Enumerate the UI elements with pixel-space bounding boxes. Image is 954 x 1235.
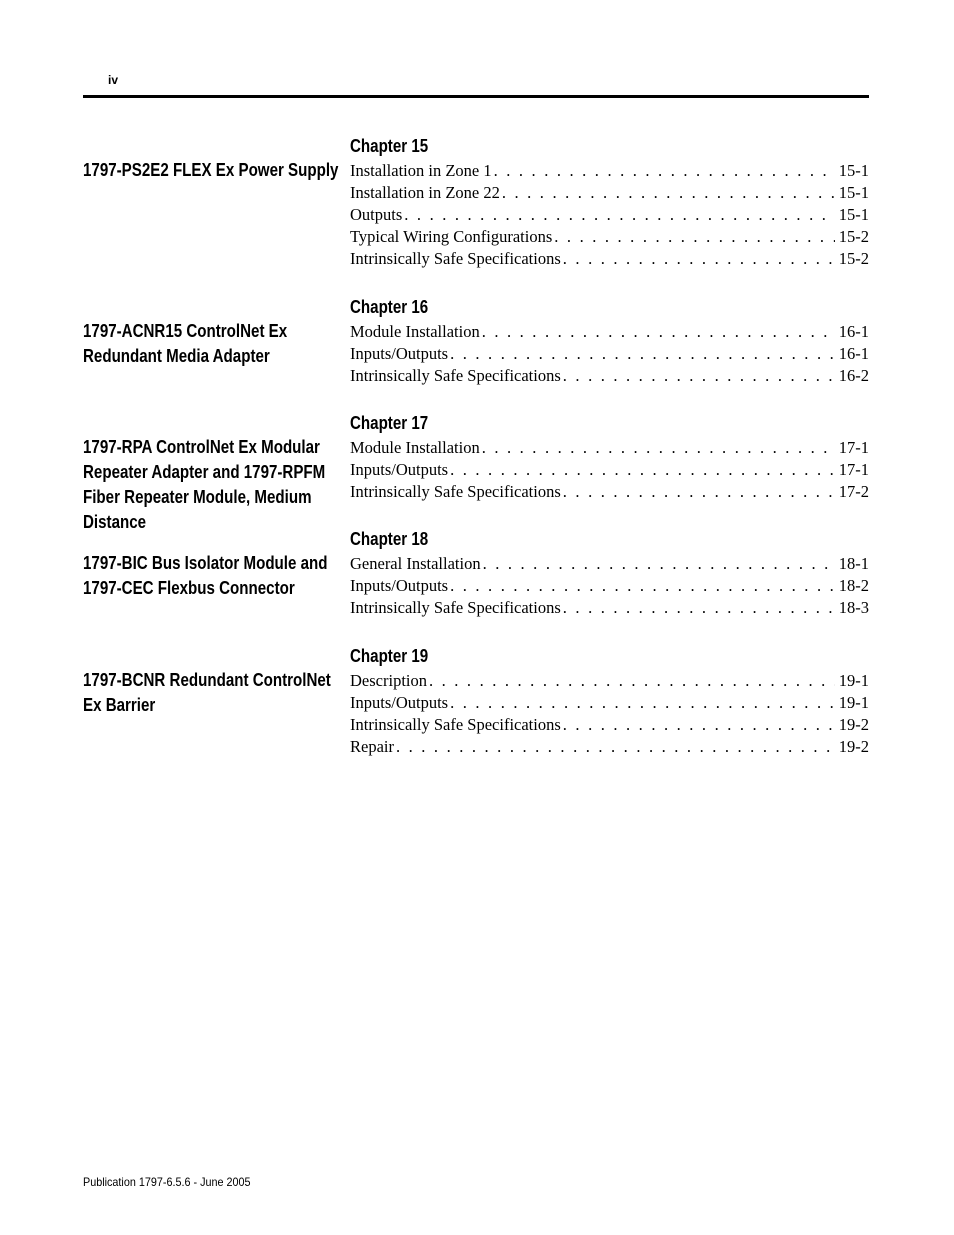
dot-leader — [404, 204, 834, 226]
section-title — [83, 435, 326, 535]
toc-entry-label: Inputs/Outputs — [350, 693, 449, 712]
section-title-line: 1797-BCNR Redundant ControlNet — [83, 670, 331, 690]
dot-leader — [450, 343, 835, 365]
dot-leader — [396, 736, 835, 758]
toc-entry-page: 16-1 — [838, 322, 869, 341]
toc-entry[interactable] — [350, 575, 869, 597]
toc-entry[interactable] — [350, 553, 869, 575]
toc-entry-label: Module Installation — [350, 322, 480, 341]
toc-entry-label: Intrinsically Safe Specifications — [350, 482, 561, 501]
toc-entry-page: 18-2 — [838, 576, 869, 595]
section-title-line: 1797-RPA ControlNet Ex Modular — [83, 437, 320, 457]
section-title-line: 1797-BIC Bus Isolator Module and — [83, 553, 328, 573]
toc-entry-page: 17-1 — [838, 438, 869, 457]
toc-entry[interactable] — [350, 365, 869, 387]
dot-leader — [563, 714, 835, 736]
dot-leader — [563, 481, 835, 503]
dot-leader — [450, 692, 835, 714]
toc-entry-label: General Installation — [350, 554, 481, 573]
toc-entry-label: Intrinsically Safe Specifications — [350, 715, 561, 734]
dot-leader — [450, 459, 835, 481]
section-title-line: 1797-PS2E2 FLEX Ex Power Supply — [83, 160, 339, 180]
toc-entry-label: Intrinsically Safe Specifications — [350, 366, 561, 385]
section-title — [83, 668, 331, 718]
toc-entry-label: Inputs/Outputs — [350, 344, 449, 363]
toc-entry[interactable] — [350, 343, 869, 365]
header-rule — [83, 95, 869, 98]
section-title-line: Fiber Repeater Module, Medium — [83, 487, 312, 507]
toc-entry-label: Inputs/Outputs — [350, 576, 449, 595]
section-title-line: Ex Barrier — [83, 695, 156, 715]
toc-entry-label: Inputs/Outputs — [350, 460, 449, 479]
toc-entry[interactable] — [350, 226, 869, 248]
toc-entry[interactable] — [350, 714, 869, 736]
dot-leader — [563, 248, 835, 270]
chapter-heading: Chapter 15 — [350, 136, 429, 156]
toc-entry-page: 15-1 — [838, 205, 869, 224]
toc-entry-list — [350, 670, 869, 758]
toc-entry-page: 18-1 — [838, 554, 869, 573]
toc-entry-label: Repair — [350, 737, 394, 756]
toc-entry[interactable] — [350, 182, 869, 204]
toc-entry-label: Description — [350, 671, 427, 690]
dot-leader — [563, 597, 835, 619]
page-number: iv — [108, 73, 119, 87]
section-title — [83, 551, 328, 601]
toc-entry[interactable] — [350, 736, 869, 758]
toc-entry[interactable] — [350, 321, 869, 343]
toc-entry[interactable] — [350, 248, 869, 270]
toc-entry-page: 15-2 — [838, 249, 869, 268]
dot-leader — [482, 437, 835, 459]
chapter-heading: Chapter 18 — [350, 529, 429, 549]
section-title-line: Distance — [83, 512, 147, 532]
toc-entry-page: 15-2 — [838, 227, 869, 246]
toc-entry-page: 17-1 — [838, 460, 869, 479]
toc-entry[interactable] — [350, 437, 869, 459]
toc-entry-page: 16-2 — [838, 366, 869, 385]
section-title-line: Repeater Adapter and 1797-RPFM — [83, 462, 326, 482]
chapter-heading: Chapter 16 — [350, 297, 429, 317]
dot-leader — [494, 160, 835, 182]
publication-footer: Publication 1797-6.5.6 - June 2005 — [83, 1175, 251, 1189]
dot-leader — [450, 575, 835, 597]
dot-leader — [483, 553, 835, 575]
toc-entry-label: Outputs — [350, 205, 403, 224]
section-title-line: 1797-CEC Flexbus Connector — [83, 578, 295, 598]
toc-entry-label: Intrinsically Safe Specifications — [350, 249, 561, 268]
chapter-heading: Chapter 17 — [350, 413, 429, 433]
toc-entry-label: Module Installation — [350, 438, 480, 457]
toc-entry-page: 16-1 — [838, 344, 869, 363]
dot-leader — [563, 365, 835, 387]
toc-entry-label: Intrinsically Safe Specifications — [350, 598, 561, 617]
chapter-heading: Chapter 19 — [350, 646, 429, 666]
dot-leader — [554, 226, 834, 248]
toc-entry[interactable] — [350, 481, 869, 503]
section-title-line: 1797-ACNR15 ControlNet Ex — [83, 321, 288, 341]
section-title-line: Redundant Media Adapter — [83, 346, 270, 366]
toc-entry-page: 17-2 — [838, 482, 869, 501]
toc-entry[interactable] — [350, 597, 869, 619]
section-title — [83, 158, 339, 183]
toc-entry-label: Installation in Zone 1 — [350, 161, 492, 180]
toc-entry[interactable] — [350, 160, 869, 182]
toc-entry-page: 15-1 — [838, 183, 869, 202]
toc-entry-page: 19-2 — [838, 715, 869, 734]
section-title — [83, 319, 303, 369]
dot-leader — [502, 182, 835, 204]
toc-entry-page: 15-1 — [838, 161, 869, 180]
toc-entry[interactable] — [350, 670, 869, 692]
toc-entry-label: Installation in Zone 22 — [350, 183, 500, 202]
toc-entry-page: 19-2 — [838, 737, 869, 756]
toc-entry-label: Typical Wiring Configurations — [350, 227, 553, 246]
toc-entry-list — [350, 437, 869, 503]
toc-entry-page: 19-1 — [838, 671, 869, 690]
toc-entry-page: 18-3 — [838, 598, 869, 617]
toc-entry-list — [350, 160, 869, 270]
toc-entry-list — [350, 321, 869, 387]
toc-entry-list — [350, 553, 869, 619]
toc-entry[interactable] — [350, 692, 869, 714]
toc-entry[interactable] — [350, 204, 869, 226]
toc-entry-page: 19-1 — [838, 693, 869, 712]
dot-leader — [482, 321, 835, 343]
toc-entry[interactable] — [350, 459, 869, 481]
dot-leader — [429, 670, 835, 692]
